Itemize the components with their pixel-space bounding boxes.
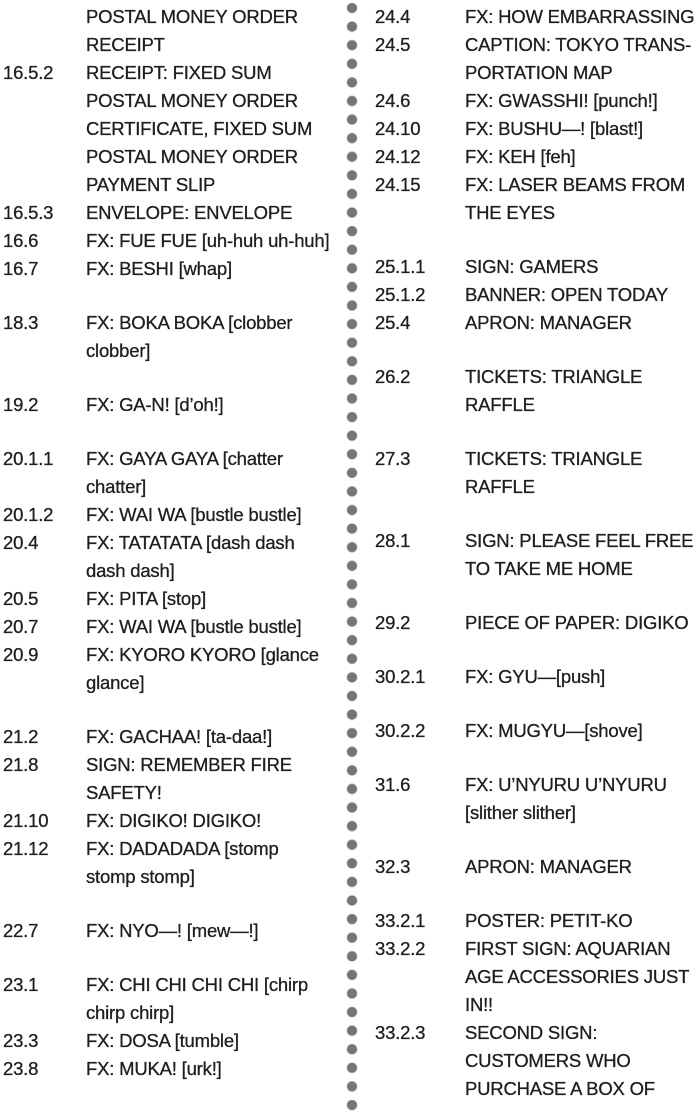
entry-text-line: FX: BUSHU—! [blast!] bbox=[465, 118, 643, 139]
entry-number: 23.3 bbox=[3, 1030, 39, 1051]
glossary-entry bbox=[358, 253, 700, 281]
entry-text bbox=[465, 171, 700, 227]
entry-text bbox=[465, 1019, 700, 1103]
entry-text-line: PORTATION MAP bbox=[465, 62, 613, 83]
entry-text-line: APRON: MANAGER bbox=[465, 856, 632, 877]
glossary-entry bbox=[0, 1027, 346, 1055]
entry-text-line: FX: NYO—! [mew—!] bbox=[86, 920, 259, 941]
glossary-entry bbox=[358, 3, 700, 31]
entry-text bbox=[465, 663, 700, 691]
entry-text-line: FX: KYORO KYORO [glance bbox=[86, 644, 319, 665]
entry-text-line: SAFETY! bbox=[86, 782, 162, 803]
glossary-entry bbox=[358, 281, 700, 309]
entry-text bbox=[465, 445, 700, 501]
glossary-column-right bbox=[358, 3, 700, 1115]
glossary-entry bbox=[358, 87, 700, 115]
glossary-entry bbox=[0, 751, 346, 807]
entry-text bbox=[465, 935, 700, 1019]
entry-number: 29.2 bbox=[375, 612, 411, 633]
entry-text bbox=[465, 853, 700, 881]
glossary-entry bbox=[358, 31, 700, 87]
entry-text-line: PIECE OF PAPER: DIGIKO bbox=[465, 612, 689, 633]
entry-number: 28.1 bbox=[375, 530, 411, 551]
entry-text bbox=[465, 281, 700, 309]
entry-number: 32.3 bbox=[375, 856, 411, 877]
entry-number: 24.5 bbox=[375, 34, 411, 55]
entry-text bbox=[86, 501, 346, 529]
glossary-entry bbox=[0, 391, 346, 419]
entry-number: 27.3 bbox=[375, 448, 411, 469]
glossary-entry bbox=[358, 527, 700, 583]
entry-text-line: FX: MUKA! [urk!] bbox=[86, 1058, 222, 1079]
entry-number: 31.6 bbox=[375, 774, 411, 795]
glossary-entry bbox=[358, 445, 700, 501]
glossary-entry bbox=[0, 723, 346, 751]
entry-text bbox=[86, 1055, 346, 1083]
glossary-entry bbox=[0, 613, 346, 641]
entry-text bbox=[86, 641, 346, 697]
entry-text bbox=[465, 253, 700, 281]
entry-text-line: [slither slither] bbox=[465, 802, 576, 823]
entry-number: 20.4 bbox=[3, 532, 39, 553]
glossary-entry bbox=[0, 501, 346, 529]
entry-number: 24.15 bbox=[375, 174, 421, 195]
entry-number: 21.10 bbox=[3, 810, 49, 831]
entry-text bbox=[86, 255, 346, 283]
entry-text bbox=[86, 835, 346, 891]
entry-text-line: FX: DOSA [tumble] bbox=[86, 1030, 239, 1051]
entry-text bbox=[465, 771, 700, 827]
entry-text bbox=[86, 585, 346, 613]
entry-text-line: FX: BESHI [whap] bbox=[86, 258, 232, 279]
entry-text-line: dash dash] bbox=[86, 560, 175, 581]
entry-text bbox=[86, 751, 346, 807]
entry-number: 19.2 bbox=[3, 394, 39, 415]
entry-text-line: FX: FUE FUE [uh-huh uh-huh] bbox=[86, 230, 330, 251]
entry-text bbox=[86, 59, 346, 199]
glossary-entry bbox=[0, 971, 346, 1027]
entry-number: 20.1.2 bbox=[3, 504, 54, 525]
entry-text-line: RECEIPT: FIXED SUM bbox=[86, 62, 272, 83]
entry-text bbox=[465, 115, 700, 143]
glossary-entry bbox=[0, 917, 346, 945]
glossary-entry bbox=[358, 309, 700, 337]
entry-text-line: PAYMENT SLIP bbox=[86, 174, 216, 195]
entry-text-line: FX: PITA [stop] bbox=[86, 588, 207, 609]
entry-number: 24.10 bbox=[375, 118, 421, 139]
entry-text bbox=[86, 3, 346, 59]
entry-text-line: stomp stomp] bbox=[86, 866, 195, 887]
glossary-entry bbox=[0, 445, 346, 501]
entry-text-line: FX: GYU—[push] bbox=[465, 666, 606, 687]
entry-number: 30.2.2 bbox=[375, 720, 426, 741]
dotted-divider bbox=[346, 3, 358, 1115]
entry-number: 20.9 bbox=[3, 644, 39, 665]
entry-text-line: FX: GACHAA! [ta-daa!] bbox=[86, 726, 273, 747]
entry-text-line: FX: TATATATA [dash dash bbox=[86, 532, 295, 553]
entry-number: 21.2 bbox=[3, 726, 39, 747]
entry-text-line: FX: HOW EMBARRASSING bbox=[465, 6, 695, 27]
entry-text-line: FX: WAI WA [bustle bustle] bbox=[86, 504, 302, 525]
glossary-entry bbox=[358, 907, 700, 935]
entry-text bbox=[86, 971, 346, 1027]
entry-text-line: BANNER: OPEN TODAY bbox=[465, 284, 669, 305]
entry-text-line: FX: DIGIKO! DIGIKO! bbox=[86, 810, 262, 831]
entry-number: 18.3 bbox=[3, 312, 39, 333]
entry-text-line: AGE ACCESSORIES JUST bbox=[465, 966, 690, 987]
entry-text-line: TICKETS: TRIANGLE bbox=[465, 448, 643, 469]
entry-number: 33.2.3 bbox=[375, 1022, 426, 1043]
entry-text-line: FX: WAI WA [bustle bustle] bbox=[86, 616, 302, 637]
entry-text bbox=[86, 613, 346, 641]
entry-text bbox=[86, 445, 346, 501]
entry-text bbox=[86, 391, 346, 419]
glossary-entry bbox=[358, 115, 700, 143]
entry-text bbox=[86, 199, 346, 227]
entry-text-line: CUSTOMERS WHO bbox=[465, 1050, 631, 1071]
entry-text bbox=[86, 807, 346, 835]
entry-number: 20.5 bbox=[3, 588, 39, 609]
entry-text-line: FX: GA-N! [d’oh!] bbox=[86, 394, 224, 415]
glossary-entry bbox=[358, 717, 700, 745]
entry-text-line: FX: DADADADA [stomp bbox=[86, 838, 279, 859]
entry-number: 25.1.1 bbox=[375, 256, 426, 277]
glossary-entry bbox=[0, 529, 346, 585]
entry-text-line: FX: GWASSHI! [punch!] bbox=[465, 90, 658, 111]
entry-text-line: PURCHASE A BOX OF bbox=[465, 1078, 655, 1099]
entry-text bbox=[465, 143, 700, 171]
glossary-entry bbox=[358, 171, 700, 227]
entry-text bbox=[465, 907, 700, 935]
entry-text-line: RAFFLE bbox=[465, 476, 535, 497]
entry-text-line: SIGN: GAMERS bbox=[465, 256, 599, 277]
entry-text-line: POSTAL MONEY ORDER bbox=[86, 90, 298, 111]
entry-text bbox=[465, 3, 700, 31]
entry-number: 33.2.2 bbox=[375, 938, 426, 959]
glossary-entry bbox=[0, 835, 346, 891]
glossary-entry bbox=[358, 143, 700, 171]
entry-number: 16.5.3 bbox=[3, 202, 54, 223]
glossary-entry bbox=[358, 853, 700, 881]
entry-text-line: TO TAKE ME HOME bbox=[465, 558, 633, 579]
entry-number: 21.12 bbox=[3, 838, 49, 859]
entry-number: 16.7 bbox=[3, 258, 39, 279]
entry-text bbox=[465, 363, 700, 419]
entry-text-line: FX: MUGYU—[shove] bbox=[465, 720, 643, 741]
entry-text-line: IN!! bbox=[465, 994, 493, 1015]
entry-text bbox=[465, 31, 700, 87]
glossary-entry bbox=[0, 585, 346, 613]
entry-text-line: FX: LASER BEAMS FROM bbox=[465, 174, 686, 195]
entry-text bbox=[465, 527, 700, 583]
entry-text bbox=[465, 717, 700, 745]
entry-number: 23.1 bbox=[3, 974, 39, 995]
entry-number: 25.1.2 bbox=[375, 284, 426, 305]
glossary-entry bbox=[0, 1055, 346, 1083]
entry-text-line: FX: U’NYURU U’NYURU bbox=[465, 774, 667, 795]
glossary-entry bbox=[358, 935, 700, 1019]
entry-text-line: APRON: MANAGER bbox=[465, 312, 632, 333]
glossary-entry bbox=[358, 663, 700, 691]
entry-number: 16.5.2 bbox=[3, 62, 54, 83]
entry-number: 21.8 bbox=[3, 754, 39, 775]
entry-number: 30.2.1 bbox=[375, 666, 426, 687]
glossary-entry bbox=[0, 3, 346, 59]
entry-text-line: chatter] bbox=[86, 476, 147, 497]
glossary-entry bbox=[0, 199, 346, 227]
glossary-entry bbox=[0, 641, 346, 697]
entry-number: 24.12 bbox=[375, 146, 421, 167]
entry-text-line: RECEIPT bbox=[86, 34, 165, 55]
entry-number: 24.4 bbox=[375, 6, 411, 27]
entry-text bbox=[465, 87, 700, 115]
glossary-entry bbox=[0, 309, 346, 365]
entry-text-line: POSTER: PETIT-KO bbox=[465, 910, 633, 931]
entry-text bbox=[86, 723, 346, 751]
entry-text-line: SIGN: PLEASE FEEL FREE bbox=[465, 530, 694, 551]
glossary-entry bbox=[0, 807, 346, 835]
entry-text-line: RAFFLE bbox=[465, 394, 535, 415]
entry-text bbox=[86, 529, 346, 585]
entry-text-line: TICKETS: TRIANGLE bbox=[465, 366, 643, 387]
entry-text bbox=[86, 917, 346, 945]
glossary-entry bbox=[358, 363, 700, 419]
glossary-entry bbox=[358, 771, 700, 827]
entry-text-line: CAPTION: TOKYO TRANS- bbox=[465, 34, 692, 55]
entry-number: 20.7 bbox=[3, 616, 39, 637]
entry-text bbox=[86, 1027, 346, 1055]
glossary-column-left bbox=[0, 3, 346, 1115]
glossary-entry bbox=[0, 227, 346, 255]
entry-text-line: POSTAL MONEY ORDER bbox=[86, 6, 298, 27]
glossary-entry bbox=[358, 609, 700, 637]
glossary-entry bbox=[358, 1019, 700, 1103]
entry-text-line: FX: KEH [feh] bbox=[465, 146, 576, 167]
entry-number: 25.4 bbox=[375, 312, 411, 333]
entry-text-line: FX: GAYA GAYA [chatter bbox=[86, 448, 283, 469]
entry-text-line: clobber] bbox=[86, 340, 151, 361]
entry-text-line: chirp chirp] bbox=[86, 1002, 175, 1023]
entry-text-line: glance] bbox=[86, 672, 145, 693]
entry-text bbox=[86, 227, 346, 255]
glossary-entry bbox=[0, 59, 346, 199]
entry-text-line: SECOND SIGN: bbox=[465, 1022, 598, 1043]
entry-text bbox=[86, 309, 346, 365]
entry-text bbox=[465, 609, 700, 637]
entry-text-line: FIRST SIGN: AQUARIAN bbox=[465, 938, 671, 959]
entry-text-line: CERTIFICATE, FIXED SUM bbox=[86, 118, 313, 139]
entry-number: 16.6 bbox=[3, 230, 39, 251]
entry-number: 23.8 bbox=[3, 1058, 39, 1079]
entry-text-line: SIGN: REMEMBER FIRE bbox=[86, 754, 292, 775]
entry-number: 24.6 bbox=[375, 90, 411, 111]
entry-number: 33.2.1 bbox=[375, 910, 426, 931]
entry-number: 22.7 bbox=[3, 920, 39, 941]
entry-text-line: ENVELOPE: ENVELOPE bbox=[86, 202, 293, 223]
entry-number: 20.1.1 bbox=[3, 448, 54, 469]
glossary-entry bbox=[0, 255, 346, 283]
entry-text-line: POSTAL MONEY ORDER bbox=[86, 146, 298, 167]
entry-number: 26.2 bbox=[375, 366, 411, 387]
entry-text-line: FX: BOKA BOKA [clobber bbox=[86, 312, 293, 333]
entry-text bbox=[465, 309, 700, 337]
entry-text-line: THE EYES bbox=[465, 202, 555, 223]
entry-text-line: FX: CHI CHI CHI CHI [chirp bbox=[86, 974, 308, 995]
